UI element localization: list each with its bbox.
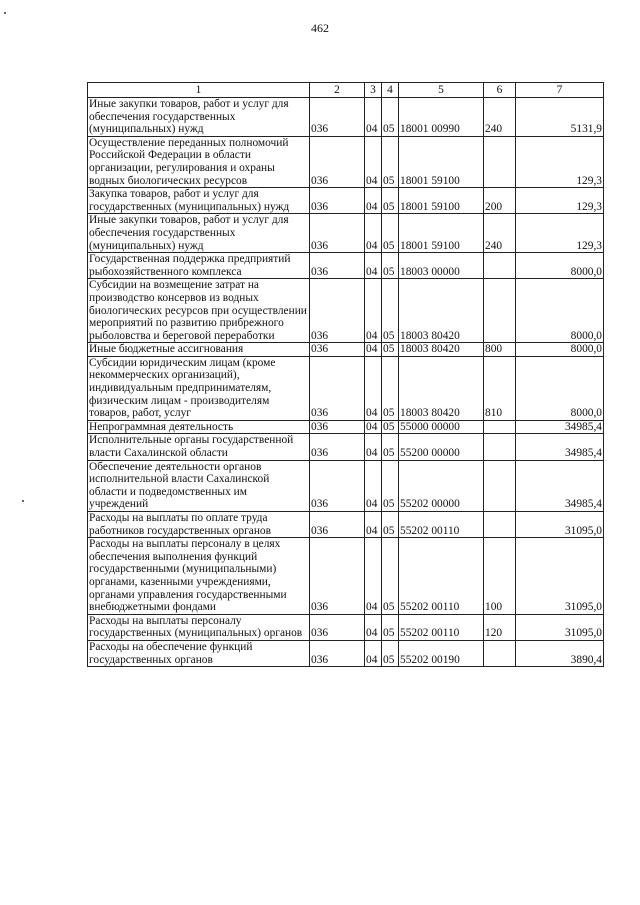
row-subsection-code: 05: [382, 420, 399, 434]
row-amount: 34985,4: [516, 434, 604, 460]
row-expense-type: [484, 460, 516, 511]
row-ved-code: 036: [310, 356, 365, 420]
row-section-code: 04: [365, 460, 382, 511]
row-subsection-code: 05: [382, 640, 399, 666]
row-expense-type: 800: [484, 343, 516, 357]
table-row: [88, 343, 604, 357]
row-name: Расходы на выплаты по оплате труда работников государственных органов: [88, 512, 310, 538]
row-target-article: 18001 59100: [399, 188, 484, 214]
row-subsection-code: 05: [382, 98, 399, 137]
row-name: Субсидии юридическим лицам (кроме некоммерческих организаций), индивидуальным предпринимателям, физическим лицам - производителям товаров, работ, услуг: [88, 356, 310, 420]
header-col-4: 4: [382, 83, 399, 98]
row-target-article: 18003 80420: [399, 279, 484, 343]
row-section-code: 04: [365, 253, 382, 279]
row-ved-code: 036: [310, 614, 365, 640]
table-row: [88, 356, 604, 420]
header-row: [88, 83, 604, 98]
row-expense-type: 240: [484, 214, 516, 253]
row-ved-code: 036: [310, 640, 365, 666]
row-amount: 129,3: [516, 136, 604, 187]
row-name: Государственная поддержка предприятий рыбохозяйственного комплекса: [88, 253, 310, 279]
header-col-5: 5: [399, 83, 484, 98]
row-target-article: 18001 59100: [399, 136, 484, 187]
row-subsection-code: 05: [382, 356, 399, 420]
header-col-7: 7: [516, 83, 604, 98]
row-ved-code: 036: [310, 343, 365, 357]
table-row: [88, 538, 604, 615]
row-name: Закупка товаров, работ и услуг для государственных (муниципальных) нужд: [88, 188, 310, 214]
row-ved-code: 036: [310, 214, 365, 253]
row-target-article: 18001 00990: [399, 98, 484, 137]
row-subsection-code: 05: [382, 253, 399, 279]
row-name: Осуществление переданных полномочий Российской Федерации в области организации, регулирования и охраны водных биологических ресурсов: [88, 136, 310, 187]
header-col-1: 1: [88, 83, 310, 98]
row-subsection-code: 05: [382, 214, 399, 253]
row-name: Расходы на обеспечение функций государственных органов: [88, 640, 310, 666]
table-row: [88, 460, 604, 511]
row-section-code: 04: [365, 136, 382, 187]
row-subsection-code: 05: [382, 136, 399, 187]
row-section-code: 04: [365, 640, 382, 666]
table-row: [88, 512, 604, 538]
row-target-article: 55000 00000: [399, 420, 484, 434]
row-amount: 129,3: [516, 214, 604, 253]
row-subsection-code: 05: [382, 279, 399, 343]
row-section-code: 04: [365, 538, 382, 615]
row-ved-code: 036: [310, 98, 365, 137]
row-ved-code: 036: [310, 420, 365, 434]
row-section-code: 04: [365, 188, 382, 214]
row-name: Иные закупки товаров, работ и услуг для обеспечения государственных (муниципальных) нужд: [88, 98, 310, 137]
header-col-3: 3: [365, 83, 382, 98]
row-name: Иные закупки товаров, работ и услуг для обеспечения государственных (муниципальных) нужд: [88, 214, 310, 253]
row-ved-code: 036: [310, 434, 365, 460]
table-row: [88, 253, 604, 279]
row-expense-type: 100: [484, 538, 516, 615]
header-col-2: 2: [310, 83, 365, 98]
row-name: Расходы на выплаты персоналу государственных (муниципальных) органов: [88, 614, 310, 640]
row-subsection-code: 05: [382, 538, 399, 615]
row-amount: 8000,0: [516, 279, 604, 343]
row-amount: 8000,0: [516, 253, 604, 279]
row-subsection-code: 05: [382, 460, 399, 511]
table-row: [88, 420, 604, 434]
header-col-6: 6: [484, 83, 516, 98]
row-subsection-code: 05: [382, 343, 399, 357]
row-expense-type: 200: [484, 188, 516, 214]
table-row: [88, 434, 604, 460]
row-name: Расходы на выплаты персоналу в целях обеспечения выполнения функций государственными (муниципальными) органами, казенными учреждениями, органами управления государственными внебюджетными фондами: [88, 538, 310, 615]
row-amount: 31095,0: [516, 614, 604, 640]
row-amount: 8000,0: [516, 356, 604, 420]
row-target-article: 55200 00000: [399, 434, 484, 460]
row-amount: 34985,4: [516, 420, 604, 434]
row-target-article: 55202 00110: [399, 614, 484, 640]
row-expense-type: [484, 434, 516, 460]
table-row: [88, 98, 604, 137]
row-section-code: 04: [365, 434, 382, 460]
row-name: Субсидии на возмещение затрат на производство консервов из водных биологических ресурсов при осуществлении мероприятий по развитию прибрежного рыболовства и береговой переработки: [88, 279, 310, 343]
row-expense-type: [484, 253, 516, 279]
row-expense-type: 120: [484, 614, 516, 640]
row-section-code: 04: [365, 343, 382, 357]
row-section-code: 04: [365, 614, 382, 640]
table-row: [88, 279, 604, 343]
row-target-article: 55202 00190: [399, 640, 484, 666]
table-row: [88, 640, 604, 666]
row-section-code: 04: [365, 279, 382, 343]
row-expense-type: [484, 640, 516, 666]
row-subsection-code: 05: [382, 188, 399, 214]
row-target-article: 18003 80420: [399, 356, 484, 420]
row-amount: 31095,0: [516, 538, 604, 615]
table-row: [88, 188, 604, 214]
row-ved-code: 036: [310, 460, 365, 511]
row-section-code: 04: [365, 420, 382, 434]
row-amount: 129,3: [516, 188, 604, 214]
row-target-article: 18003 00000: [399, 253, 484, 279]
table-row: [88, 614, 604, 640]
row-ved-code: 036: [310, 538, 365, 615]
page-number: 462: [311, 21, 329, 35]
row-name: Непрограммная деятельность: [88, 420, 310, 434]
row-ved-code: 036: [310, 136, 365, 187]
row-amount: 3890,4: [516, 640, 604, 666]
row-name: Исполнительные органы государственной власти Сахалинской области: [88, 434, 310, 460]
row-target-article: 55202 00110: [399, 512, 484, 538]
row-expense-type: [484, 512, 516, 538]
row-expense-type: 810: [484, 356, 516, 420]
row-name: Иные бюджетные ассигнования: [88, 343, 310, 357]
row-target-article: 55202 00110: [399, 538, 484, 615]
row-section-code: 04: [365, 98, 382, 137]
row-amount: 5131,9: [516, 98, 604, 137]
row-expense-type: 240: [484, 98, 516, 137]
row-expense-type: [484, 420, 516, 434]
row-amount: 8000,0: [516, 343, 604, 357]
row-amount: 34985,4: [516, 460, 604, 511]
row-section-code: 04: [365, 356, 382, 420]
row-ved-code: 036: [310, 253, 365, 279]
row-expense-type: [484, 279, 516, 343]
table-row: [88, 136, 604, 187]
scan-speck: [22, 500, 24, 502]
budget-table: [87, 82, 604, 667]
table-row: [88, 214, 604, 253]
row-ved-code: 036: [310, 188, 365, 214]
row-target-article: 18003 80420: [399, 343, 484, 357]
table-body: [88, 98, 604, 667]
scan-speck: [4, 12, 6, 14]
row-section-code: 04: [365, 512, 382, 538]
row-target-article: 55202 00000: [399, 460, 484, 511]
row-name: Обеспечение деятельности органов исполнительной власти Сахалинской области и подведомственных им учреждений: [88, 460, 310, 511]
row-ved-code: 036: [310, 512, 365, 538]
row-expense-type: [484, 136, 516, 187]
row-amount: 31095,0: [516, 512, 604, 538]
row-ved-code: 036: [310, 279, 365, 343]
row-subsection-code: 05: [382, 614, 399, 640]
row-subsection-code: 05: [382, 512, 399, 538]
row-section-code: 04: [365, 214, 382, 253]
row-target-article: 18001 59100: [399, 214, 484, 253]
row-subsection-code: 05: [382, 434, 399, 460]
